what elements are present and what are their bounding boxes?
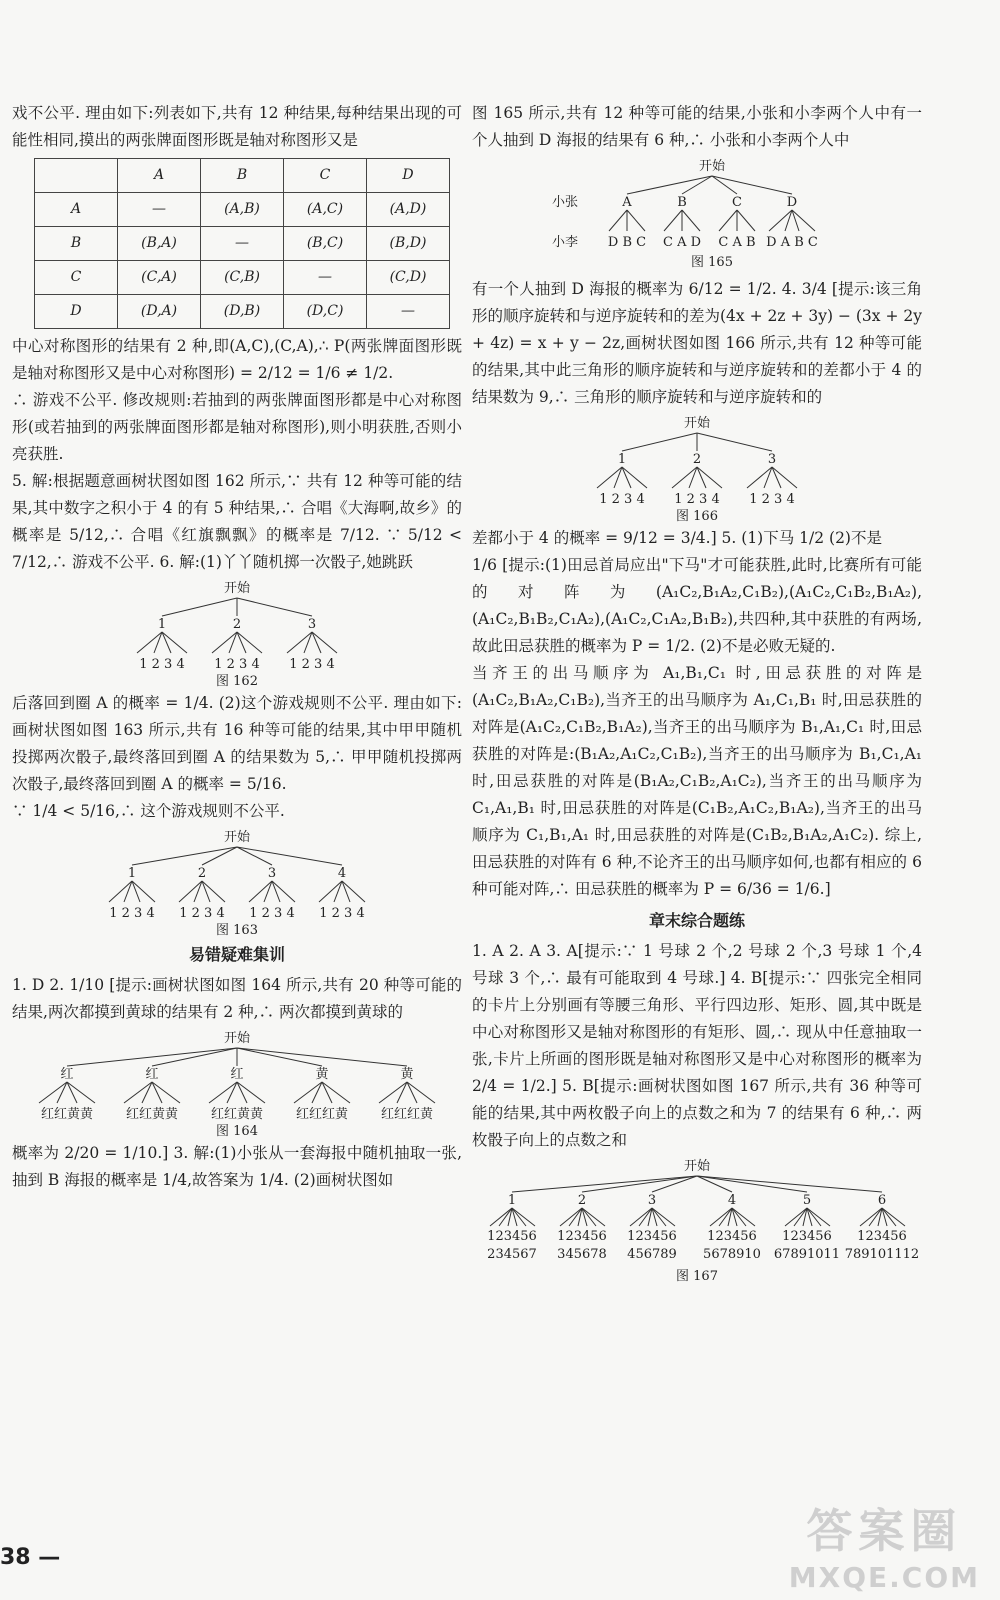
left-paragraph-1: 戏不公平. 理由如下:列表如下,共有 12 种结果,每种结果出现的可能性相同,摸出的两张牌面图形既是轴对称图形又是: [12, 104, 462, 149]
tree-diagram-166: [577, 413, 817, 523]
table-row: [35, 227, 450, 261]
tree-node: 2: [577, 1193, 587, 1208]
tree-leaves: 123456: [707, 1229, 757, 1244]
table-cell: (A,D): [367, 193, 450, 227]
table-cell: C: [35, 261, 118, 295]
tree-root: 开始: [683, 1159, 711, 1174]
tree-node: 1: [157, 617, 167, 632]
tree-leaves: 红红黄黄: [210, 1107, 264, 1122]
tree-node: 4: [727, 1193, 737, 1208]
right-paragraph-2: 有一个人抽到 D 海报的概率为 6/12 = 1/2. 4. 3/4 [提示:该三角形的顺序旋转和与逆序旋转和的差为(4x + 2z + 3y) − (3x + 2y + 4z) = x + y − 2z,画树状图如图 166 所示,共有 12 种等可能的结果,其中此三角形的顺序旋转和与逆序旋转和的差都小于 4 的结果数为 9,∴ 三角形的顺序旋转和与逆序旋转和的: [472, 280, 922, 406]
tree-sums: 456789: [627, 1247, 677, 1262]
section-heading: 易错疑难集训: [188, 945, 285, 964]
tree-root: 开始: [223, 1031, 251, 1046]
left-paragraph-7: 1. D 2. 1/10 [提示:画树状图如图 164 所示,共有 20 种等可能的结果,两次都摸到黄球的结果有 2 种,∴ 两次都摸到黄球的: [12, 976, 462, 1021]
table-cell: A: [35, 193, 118, 227]
tree-leaves: 1 2 3 4: [319, 906, 365, 921]
tree-leaves: 红红黄黄: [125, 1107, 179, 1122]
tree-leaves: 红红红黄: [295, 1107, 349, 1122]
tree-node: D: [786, 195, 798, 210]
tree-leaves: 123456: [487, 1229, 537, 1244]
table-row: [35, 193, 450, 227]
table-row: [35, 261, 450, 295]
table-cell: —: [284, 261, 367, 295]
table-cell: (C,D): [367, 261, 450, 295]
table-cell: B: [201, 159, 284, 193]
tree-diagram-162: [117, 578, 357, 688]
tree-root: 开始: [698, 159, 726, 174]
table-header-row: [35, 159, 450, 193]
table-cell: (B,C): [284, 227, 367, 261]
table-row: [35, 295, 450, 329]
left-paragraph-8: 概率为 2/20 = 1/10.] 3. 解:(1)小张从一套海报中随机抽取一张,抽到 B 海报的概率是 1/4,故答案为 1/4. (2)画树状图如: [12, 1144, 462, 1189]
tree-node: 1: [507, 1193, 517, 1208]
tree-sums: 67891011: [773, 1247, 841, 1262]
left-paragraph-6: ∵ 1/4 < 5/16,∴ 这个游戏规则不公平.: [12, 802, 285, 820]
tree-leaves: 1 2 3 4: [749, 492, 795, 507]
tree-node: 3: [307, 617, 317, 632]
figure-caption: 图 162: [216, 674, 258, 688]
tree-sums: 345678: [557, 1247, 607, 1262]
row-label: 小李: [551, 235, 579, 250]
table-cell: (D,C): [284, 295, 367, 329]
tree-leaves: 红红红黄: [380, 1107, 434, 1122]
tree-leaves: 1 2 3 4: [139, 657, 185, 672]
table-cell: A: [118, 159, 201, 193]
tree-leaves: 1 2 3 4: [599, 492, 645, 507]
tree-sums: 5678910: [703, 1247, 761, 1262]
tree-node: 2: [232, 617, 242, 632]
tree-node: 黄: [315, 1067, 329, 1082]
table-cell: (C,A): [118, 261, 201, 295]
section-heading: 章末综合题练: [648, 911, 745, 930]
table-cell: (A,C): [284, 193, 367, 227]
tree-leaves: 1 2 3 4: [179, 906, 225, 921]
figure-caption: 图 166: [676, 509, 718, 523]
tree-node: C: [732, 195, 742, 210]
table-cell: (B,A): [118, 227, 201, 261]
table-cell: (C,B): [201, 261, 284, 295]
tree-leaves: 123456: [557, 1229, 607, 1244]
table-cell: (B,D): [367, 227, 450, 261]
watermark-top: 答案圈: [806, 1504, 963, 1558]
tree-node: A: [622, 195, 632, 210]
tree-leaves: C A D: [662, 235, 702, 250]
figure-caption: 图 165: [691, 255, 733, 270]
table-cell: (A,B): [201, 193, 284, 227]
tree-root: 开始: [223, 830, 251, 845]
tree-node: 黄: [400, 1067, 414, 1082]
table-cell: —: [118, 193, 201, 227]
tree-node: 1: [617, 452, 627, 467]
tree-diagram-164: [17, 1028, 457, 1138]
tree-node: 1: [127, 866, 137, 881]
figure-caption: 图 163: [216, 923, 258, 937]
tree-leaves: 123456: [782, 1229, 832, 1244]
tree-leaves: 1 2 3 4: [214, 657, 260, 672]
tree-leaves: D A B C: [766, 235, 818, 250]
figure-caption: 图 167: [676, 1269, 718, 1284]
tree-diagram-163: [87, 827, 387, 937]
left-column: [12, 100, 462, 1194]
tree-node: 3: [767, 452, 777, 467]
left-paragraph-3: ∴ 游戏不公平. 修改规则:若抽到的两张牌面图形都是中心对称图形(或若抽到的两张牌面图形都是轴对称图形),则小明获胜,否则小亮获胜.: [12, 391, 462, 463]
row-label: 小张: [551, 195, 579, 210]
table-cell: C: [284, 159, 367, 193]
tree-leaves: 123456: [857, 1229, 907, 1244]
right-paragraph-5: 当齐王的出马顺序为 A₁,B₁,C₁ 时,田忌获胜的对阵是(A₁C₂,B₁A₂,C₁B₂),当齐王的出马顺序为 A₁,C₁,B₁ 时,田忌获胜的对阵是(A₁C₂,C₁B₂,B₁A₂),当齐王的出马顺序为 B₁,A₁,C₁ 时,田忌获胜的对阵是:(B₁A₂,A₁C₂,C₁B₂),当齐王的出马顺序为 B₁,C₁,A₁ 时,田忌获胜的对阵是(B₁A₂,C₁B₂,A₁C₂),当齐王的出马顺序为 C₁,A₁,B₁ 时,田忌获胜的对阵是(C₁B₂,A₁C₂,B₁A₂),当齐王的出马顺序为 C₁,B₁,A₁ 时,田忌获胜的对阵是(C₁B₂,B₁A₂,A₁C₂). 综上,田忌获胜的对阵有 6 种,不论齐王的出马顺序如何,也都有相应的 6 种可能对阵,∴ 田忌获胜的概率为 P = 6/36 = 1/6.]: [472, 664, 922, 898]
tree-leaves: 1 2 3 4: [109, 906, 155, 921]
left-paragraph-5: 后落回到圈 A 的概率 = 1/4. (2)这个游戏规则不公平. 理由如下:画树状图如图 163 所示,共有 16 种等可能的结果,其中甲甲随机投掷两次骰子,最终落回到圈 A 的结果数为 5,∴ 甲甲随机投掷两次骰子,最终落回到圈 A 的概率 = 5/16.: [12, 694, 462, 793]
right-paragraph-4: 1/6 [提示:(1)田忌首局应出"下马"才可能获胜,此时,比赛所有可能的对阵为(A₁C₂,B₁A₂,C₁B₂),(A₁C₂,C₁B₂,B₁A₂),(A₁C₂,B₁B₂,C₁A₂),(A₁C₂,C₁A₂,B₁B₂),共四种,其中获胜的有两场,故此田忌获胜的概率为 P = 1/2. (2)不是必败无疑的.: [472, 556, 922, 655]
tree-node: 2: [692, 452, 702, 467]
watermark: [789, 1495, 980, 1594]
tree-sums: 234567: [487, 1247, 537, 1262]
tree-branches: [490, 1208, 905, 1226]
table-cell: (D,A): [118, 295, 201, 329]
tree-node: 5: [802, 1193, 812, 1208]
right-column: [472, 100, 922, 1288]
tree-node: 红: [60, 1067, 74, 1082]
tree-diagram-165: [547, 156, 847, 274]
tree-node: 红: [145, 1067, 159, 1082]
left-paragraph-4: 5. 解:根据题意画树状图如图 162 所示,∵ 共有 12 种等可能的结果,其中数字之积小于 4 的有 5 种结果,∴ 合唱《大海啊,故乡》的概率是 5/12,∴ 合唱《红旗飘飘》的概率是 7/12. ∵ 5/12 < 7/12,∴ 游戏不公平. 6. 解:(1)丫丫随机掷一次骰子,她跳跃: [12, 472, 462, 571]
tree-root: 开始: [223, 581, 251, 596]
figure-caption: 图 164: [216, 1124, 258, 1138]
tree-leaves: 1 2 3 4: [674, 492, 720, 507]
watermark-bottom: MXQE.COM: [788, 1561, 980, 1594]
table-cell: (D,B): [201, 295, 284, 329]
tree-diagram-167: [472, 1156, 922, 1286]
tree-node: 3: [647, 1193, 657, 1208]
table-cell: D: [367, 159, 450, 193]
tree-node: 3: [267, 866, 277, 881]
right-paragraph-6: 1. A 2. A 3. A[提示:∵ 1 号球 2 个,2 号球 2 个,3 号球 1 个,4 号球 3 个,∴ 最有可能取到 4 号球.] 4. B[提示:∵ 四张完全相同的卡片上分别画有等腰三角形、平行四边形、矩形、圆,其中既是中心对称图形又是轴对称图形的有矩形、圆,∴ 现从中任意抽取一张,卡片上所画的图形既是轴对称图形又是中心对称图形的概率为 2/4 = 1/2.] 5. B[提示:画树状图如图 167 所示,共有 36 种等可能的结果,其中两枚骰子向上的点数之和为 7 的结果有 6 种,∴ 两枚骰子向上的点数之和: [472, 942, 922, 1149]
table-cell: B: [35, 227, 118, 261]
tree-node: 2: [197, 866, 207, 881]
page-number: 38 —: [0, 1545, 61, 1570]
table-cell: —: [367, 295, 450, 329]
tree-node: 红: [230, 1067, 244, 1082]
tree-node: B: [677, 195, 687, 210]
tree-leaves: 1 2 3 4: [249, 906, 295, 921]
tree-node: 4: [337, 866, 347, 881]
tree-sums: 789101112: [844, 1247, 920, 1262]
right-paragraph-1: 图 165 所示,共有 12 种等可能的结果,小张和小李两个人中有一个人抽到 D 海报的结果有 6 种,∴ 小张和小李两个人中: [472, 104, 922, 149]
table-cell: D: [35, 295, 118, 329]
tree-leaves: 红红黄黄: [40, 1107, 94, 1122]
tree-leaves: 123456: [627, 1229, 677, 1244]
tree-leaves: 1 2 3 4: [289, 657, 335, 672]
table-cell: —: [201, 227, 284, 261]
table-cell: [35, 159, 118, 193]
tree-node: 6: [877, 1193, 887, 1208]
left-paragraph-2: 中心对称图形的结果有 2 种,即(A,C),(C,A),∴ P(两张牌面图形既是轴对称图形又是中心对称图形) = 2/12 = 1/6 ≠ 1/2.: [12, 337, 462, 382]
tree-root: 开始: [683, 416, 711, 431]
right-paragraph-3: 差都小于 4 的概率 = 9/12 = 3/4.] 5. (1)下马 1/2 (2)不是: [472, 529, 882, 547]
tree-leaves: C A B: [718, 235, 756, 250]
outcome-table: [34, 158, 450, 329]
tree-leaves: D B C: [607, 235, 647, 250]
